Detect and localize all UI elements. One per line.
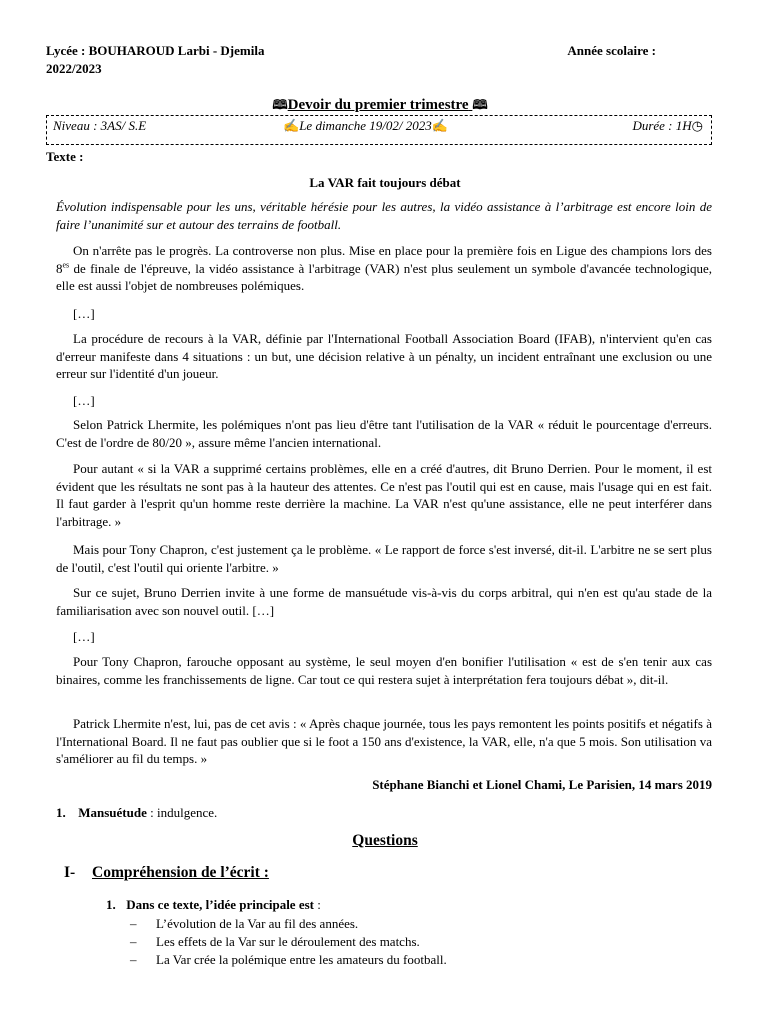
question-1-colon: :	[313, 897, 321, 912]
question-1-number: 1.	[106, 897, 116, 912]
exam-title	[46, 96, 714, 115]
exam-date: Le dimanche 19/02/ 2023	[299, 118, 432, 133]
section-title: Compréhension de l’écrit :	[92, 864, 269, 881]
exam-duration: Durée : 1H	[632, 118, 692, 133]
clock-icon: ◷	[691, 118, 703, 133]
glossary-term: Mansuétude	[78, 805, 147, 820]
pencil-icon: ✍	[283, 118, 300, 133]
question-1-text: Dans ce texte, l’idée principale est	[126, 897, 314, 912]
exam-date-wrap	[283, 117, 448, 135]
school-name: Lycée : BOUHAROUD Larbi - Djemila	[46, 43, 265, 58]
paragraph-6: Sur ce sujet, Bruno Derrien invite à une forme de mansuétude vis-à-vis du corps arbitral, qui n'en est qu'au stade de la familiarisation avec son nouvel outil. […]	[56, 585, 712, 618]
pencil-icon: ✍	[431, 118, 448, 133]
paragraph-3: Selon Patrick Lhermite, les polémiques n'ont pas lieu d'être tant l'utilisation de la VAR « réduit le pourcentage d'erreurs. C'est de l'ordre de 80/20 », assure même l'ancien international.	[56, 417, 712, 450]
paragraph-1	[56, 242, 712, 295]
paragraph-1-superscript: es	[62, 260, 70, 270]
option-1-text: L’évolution de la Var au fil des années.	[156, 916, 359, 931]
exam-info-box	[46, 115, 712, 145]
article-source: Stéphane Bianchi et Lionel Chami, Le Parisien, 14 mars 2019	[372, 777, 712, 792]
questions-heading: Questions	[352, 832, 418, 849]
article-title: La VAR fait toujours débat	[309, 175, 461, 190]
ellipsis-1: […]	[73, 306, 95, 321]
dash-bullet: –	[130, 952, 137, 967]
exam-duration-wrap	[632, 117, 703, 135]
article-lead: Évolution indispensable pour les uns, véritable hérésie pour les autres, la vidéo assistance à l’arbitrage est encore loin de faire l’unanimité sur et autour des terrains de football.	[56, 199, 712, 232]
ellipsis-2: […]	[73, 393, 95, 408]
paragraph-4: Pour autant « si la VAR a supprimé certains problèmes, elle en a créé d'autres, dit Bruno Derrien. Pour le moment, il est évident que les résultats ne sont pas à la hauteur des attentes. Ce n'est pas l'outil qui est en cause, mais l'usage qui en est fait. Il faut garder à l'esprit qu'un homme reste derrière la machine. La VAR n'est qu'une assistance, elle ne peut interférer dans l'arbitrage. »	[56, 461, 712, 529]
section-number: I-	[64, 864, 76, 881]
school-year-value: 2022/2023	[46, 60, 102, 76]
option-3-text: La Var crée la polémique entre les amateurs du football.	[156, 952, 447, 967]
book-icon: 🕮	[472, 97, 488, 112]
school-header	[46, 42, 714, 77]
paragraph-2: La procédure de recours à la VAR, définie par l'International Football Association Board (IFAB), n'intervient qu'en cas d'erreur manifeste dans 4 situations : un but, une décision relative à un pénalty, un incident entraînant une exclusion ou une erreur sur l'identité d'un joueur.	[56, 331, 712, 381]
exam-level: Niveau : 3AS/ S.E	[53, 118, 147, 133]
exam-title-text: Devoir du premier trimestre	[287, 97, 469, 113]
option-2-text: Les effets de la Var sur le déroulement des matchs.	[156, 934, 420, 949]
glossary-item	[56, 804, 217, 822]
glossary-definition: : indulgence.	[146, 805, 218, 820]
paragraph-1-part-a: On n'arrête pas le progrès. La controverse non plus. Mise en place pour la première fois en Ligue des champions lors des 8	[56, 243, 712, 276]
school-year-label: Année scolaire :	[567, 43, 656, 58]
paragraph-1-part-b: de finale de l'épreuve, la vidéo assistance à l'arbitrage (VAR) n'est plus seulement un symbole d'avancée technologique, elle est aussi l'objet de nombreuses polémiques.	[56, 260, 712, 293]
ellipsis-3: […]	[73, 629, 95, 644]
dash-bullet: –	[130, 916, 137, 931]
book-icon: 🕮	[272, 97, 288, 112]
glossary-number: 1.	[56, 805, 66, 820]
question-1	[106, 896, 321, 914]
dash-bullet: –	[130, 934, 137, 949]
text-label: Texte :	[46, 149, 84, 164]
paragraph-8: Patrick Lhermite n'est, lui, pas de cet avis : « Après chaque journée, tous les pays remontent les points positifs et négatifs à l'International Board. Il ne faut pas oublier que si le foot a 150 ans d'existence, la VAR, elle, n'a que 5 mois. Son utilisation va s'améliorer au fil du temps. »	[56, 716, 712, 766]
paragraph-5: Mais pour Tony Chapron, c'est justement ça le problème. « Le rapport de force s'est inversé, dit-il. L'arbitre ne se sert plus de l'outil, c'est l'outil qui oriente l'arbitre. »	[56, 542, 712, 575]
paragraph-7: Pour Tony Chapron, farouche opposant au système, le seul moyen d'en bonifier l'utilisation « est de s'en tenir aux cas binaires, comme les franchissements de ligne. Car tout ce qui restera sujet à interprétation fera toujours débat », dit-il.	[56, 654, 712, 687]
